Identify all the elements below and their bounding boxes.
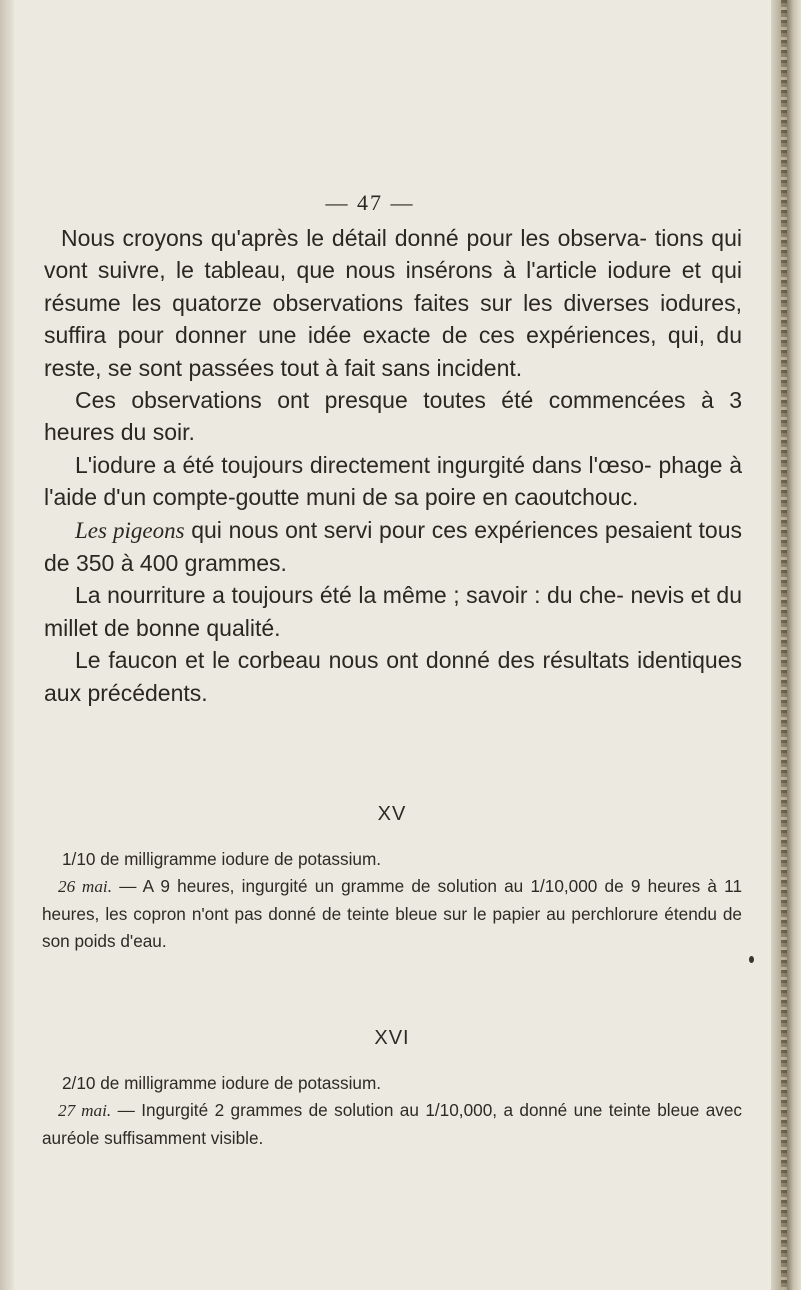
- date-xv: 26 mai.: [58, 877, 112, 896]
- dose-line-xv: 1/10 de milligramme iodure de potassium.: [62, 848, 382, 869]
- paragraph-1: Nous croyons qu'après le détail donné pour les observa- tions qui vont suivre, le tableau, que nous insérons à l'article iodure et qui résume les quatorze observations faites sur les diverses iodures, suffira pour donner une idée exacte de ces expériences, qui, du reste, se sont passées tout à fait sans incident.: [44, 225, 742, 381]
- observation-xvi: [42, 1025, 742, 1152]
- paragraph-4: [44, 514, 742, 580]
- paragraph-2: Ces observations ont presque toutes été commencées à 3 heures du soir.: [44, 387, 742, 446]
- section-numeral-xv: XV: [377, 803, 407, 825]
- paragraph-3: L'iodure a été toujours directement ingurgité dans l'œso- phage à l'aide d'un compte-goutte muni de sa poire en caoutchouc.: [44, 451, 742, 511]
- paragraph-4-text: qui nous ont servi pour ces expériences pesaient tous de 350 à 400 grammes.: [44, 516, 743, 577]
- section-numeral-xvi: XVI: [374, 1027, 410, 1049]
- book-spine-edge: [771, 0, 801, 1290]
- observation-text-xv: [42, 873, 742, 956]
- pigeons-italic: Les pigeons: [75, 517, 185, 543]
- paragraph-6: Le faucon et le corbeau nous ont donné des résultats identiques aux précédents.: [44, 647, 742, 706]
- page-number-header: — 47 —: [325, 190, 415, 215]
- main-text: [44, 222, 742, 709]
- ink-speck: [749, 956, 754, 963]
- observation-body-xv: — A 9 heures, ingurgité un gramme de solution au 1/10,000 de 9 heures à 11 heures, les copron n'ont pas donné de teinte bleue sur le papier au perchlorure étendu de son poids d'eau.: [42, 876, 743, 951]
- observation-xv: [42, 801, 742, 956]
- dose-line-xvi: 2/10 de milligramme iodure de potassium.: [62, 1072, 382, 1093]
- date-xvi: 27 mai.: [58, 1101, 112, 1120]
- observation-body-xvi: — Ingurgité 2 grammes de solution au 1/10,000, a donné une teinte bleue avec auréole suffisamment visible.: [42, 1100, 742, 1148]
- observation-text-xvi: [42, 1097, 742, 1152]
- paragraph-5: La nourriture a toujours été la même ; savoir : du che- nevis et du millet de bonne qualité.: [44, 582, 742, 641]
